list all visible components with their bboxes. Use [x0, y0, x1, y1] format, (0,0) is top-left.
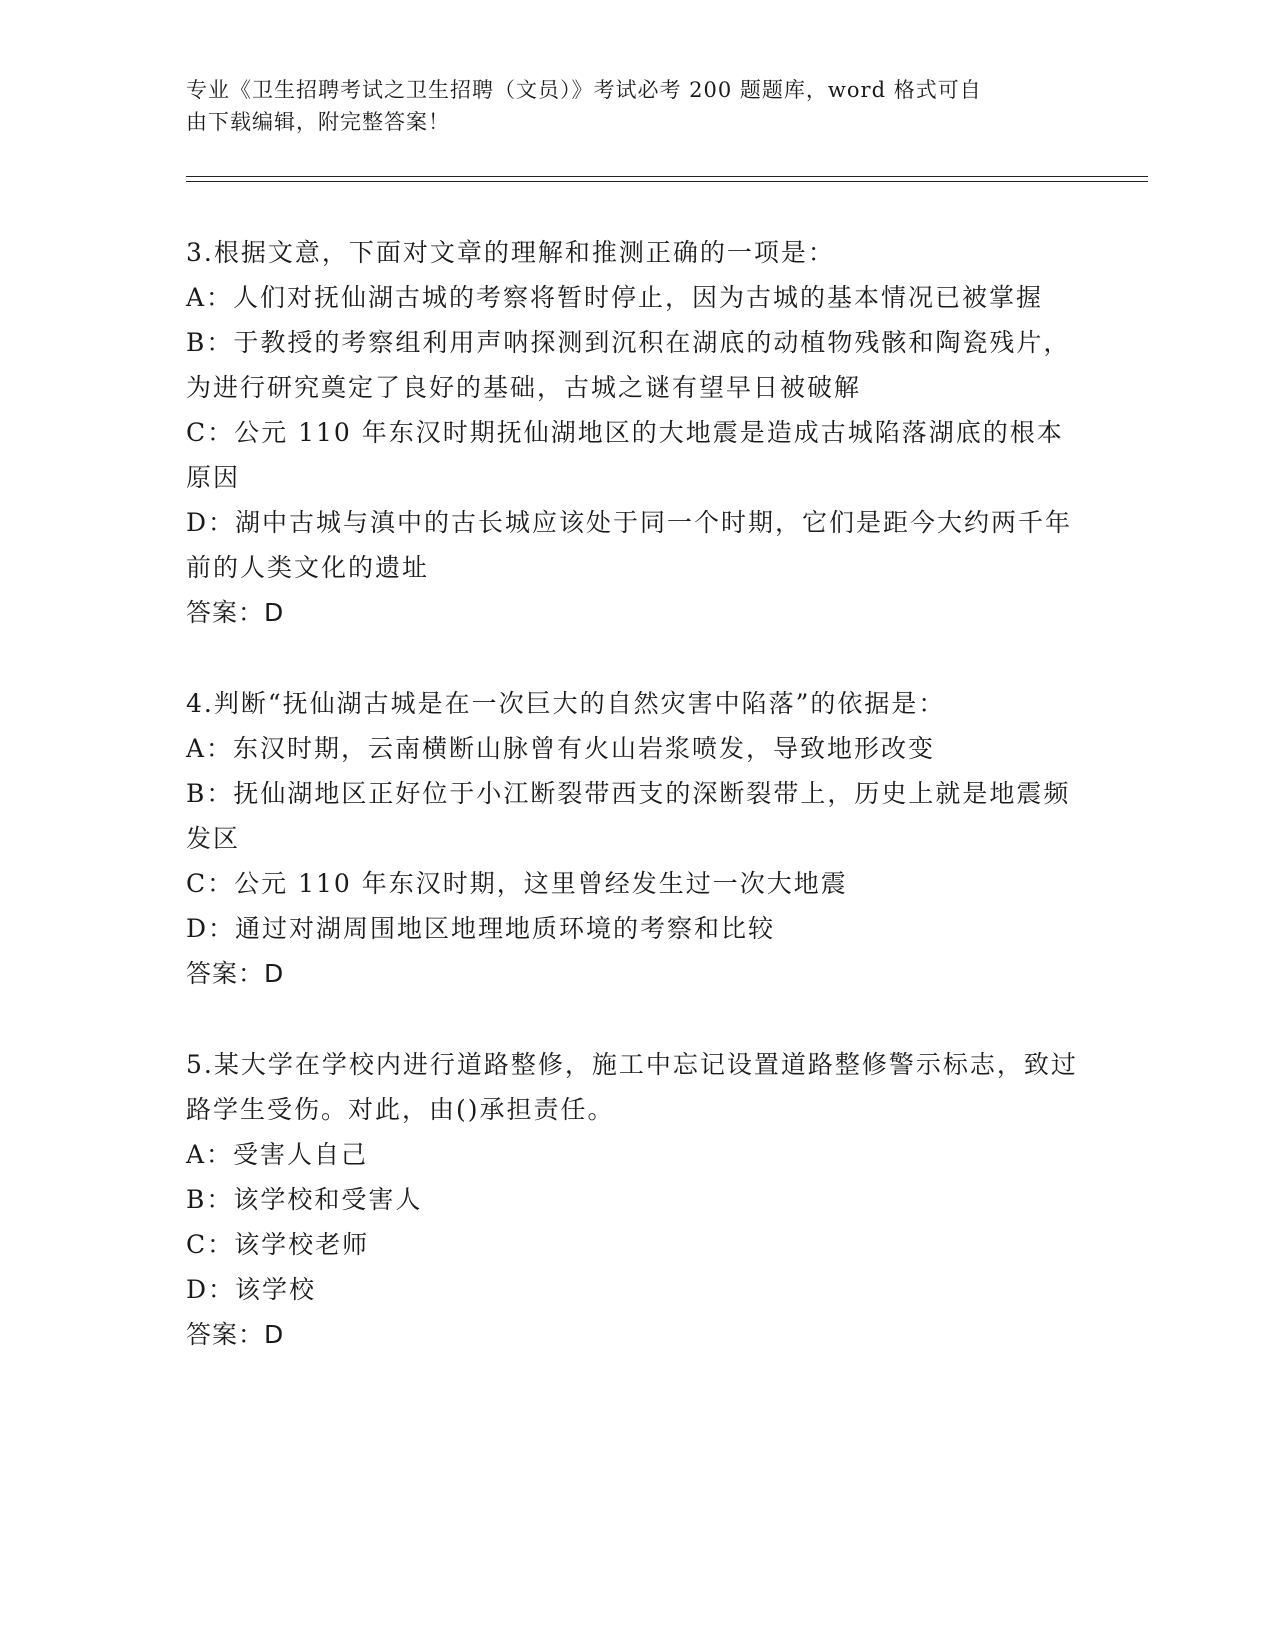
question-3: [186, 230, 1086, 635]
option-b: B：该学校和受害人: [186, 1185, 423, 1214]
option-d: D：通过对湖周围地区地理地质环境的考察和比较: [186, 914, 776, 943]
option-a: A：受害人自己: [186, 1140, 369, 1169]
option-d: D：该学校: [186, 1275, 317, 1304]
option-c: C：公元 110 年东汉时期抚仙湖地区的大地震是造成古城陷落湖底的根本原因: [186, 418, 1064, 492]
option-d: D：湖中古城与滇中的古长城应该处于同一个时期，它们是距今大约两千年前的人类文化的遗址: [186, 508, 1073, 582]
question-stem: 4.判断“抚仙湖古城是在一次巨大的自然灾害中陷落”的依据是：: [186, 689, 946, 718]
answer-line: 答案：D: [186, 1320, 285, 1349]
option-b: B：抚仙湖地区正好位于小江断裂带西支的深断裂带上，历史上就是地震频发区: [186, 779, 1071, 853]
option-c: C：公元 110 年东汉时期，这里曾经发生过一次大地震: [186, 869, 848, 898]
header-divider-bottom: [186, 181, 1148, 182]
option-c: C：该学校老师: [186, 1230, 370, 1259]
question-stem: 5.某大学在学校内进行道路整修，施工中忘记设置道路整修警示标志，致过路学生受伤。对此，由()承担责任。: [186, 1050, 1078, 1124]
header-line-1: 专业《卫生招聘考试之卫生招聘（文员）》考试必考 200 题题库，word 格式可自: [186, 78, 982, 102]
option-a: A：东汉时期，云南横断山脉曾有火山岩浆喷发，导致地形改变: [186, 734, 936, 763]
question-stem: 3.根据文意，下面对文章的理解和推测正确的一项是：: [186, 238, 835, 267]
document-header: [186, 74, 1066, 138]
answer-line: 答案：D: [186, 959, 285, 988]
header-line-2: 由下载编辑，附完整答案！: [186, 110, 450, 134]
option-b: B：于教授的考察组利用声呐探测到沉积在湖底的动植物残骸和陶瓷残片，为进行研究奠定了良好的基础，古城之谜有望早日被破解: [186, 328, 1071, 402]
option-a: A：人们对抚仙湖古城的考察将暂时停止，因为古城的基本情况已被掌握: [186, 283, 1044, 312]
question-4: [186, 681, 1086, 996]
question-5: [186, 1042, 1086, 1357]
header-divider-top: [186, 176, 1148, 177]
answer-line: 答案：D: [186, 598, 285, 627]
question-list: [186, 230, 1086, 1403]
